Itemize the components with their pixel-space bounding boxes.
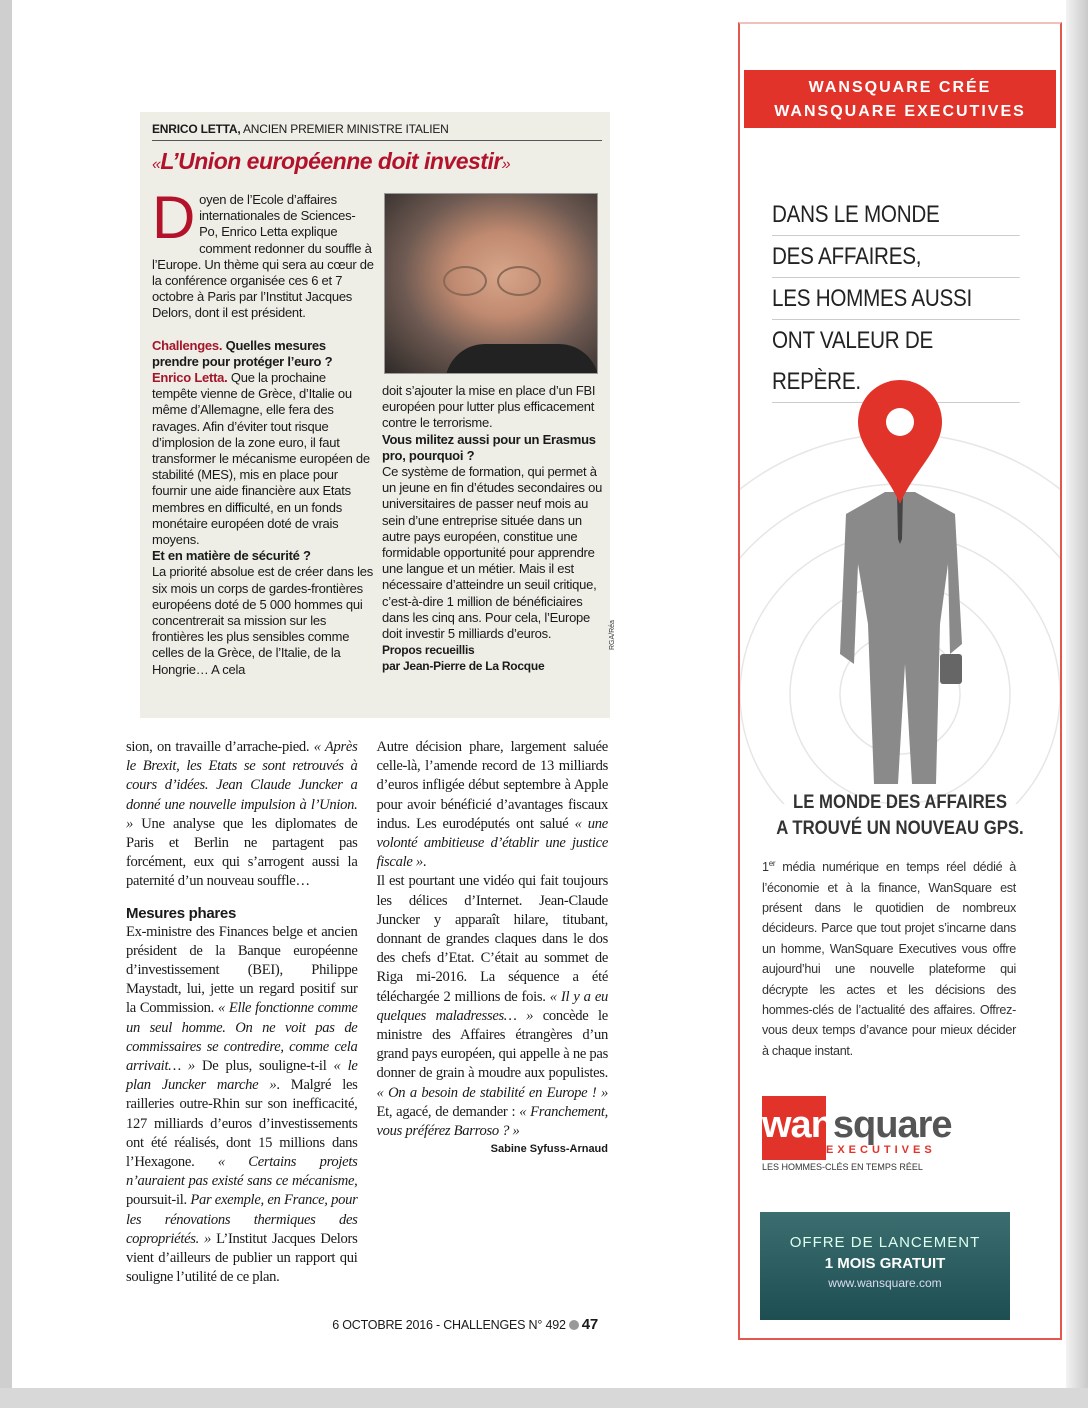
a-text: Que la prochaine tempête vienne de Grèce, d’Italie ou même d’Allemagne, elle fera des ravages. Afin d’éviter tout risque d’implosion de la zone euro, il faut transformer le mécanisme européen de stabilité (MES), mis en place pour fournir une aide financière aux Etats membres en difficulté, en un fonds monétaire européen doté de vrais moyens. — [152, 370, 370, 548]
logo-executives: EXECUTIVES — [826, 1144, 936, 1156]
scan-border-right — [1066, 0, 1088, 1408]
wansquare-advertisement — [738, 22, 1062, 1340]
photo-credit: RGA/Réa — [609, 620, 616, 650]
interview-headline — [152, 148, 510, 175]
scan-border-left — [0, 0, 12, 1408]
quote-segment: « Franchement, vous préférez Barroso ? » — [376, 1103, 609, 1140]
interview-box — [140, 112, 610, 718]
banner-line: WANSQUARE CRÉE — [808, 79, 992, 96]
interview-column-right — [382, 383, 604, 675]
drop-cap: D — [152, 184, 196, 251]
text-segment: Ex-ministre des Finances belge et ancien président de la Banque européenne d’investissement (BEI), Philippe Maystadt, lui, jette un regard positif sur la Commission. — [126, 923, 358, 1017]
ordinal: 1 — [762, 860, 769, 875]
headline-line: LES HOMMES AUSSI — [772, 278, 1020, 320]
text-segment: sion, on travaille d’arrache-pied. — [126, 739, 314, 755]
glasses-lens — [497, 266, 541, 296]
byline-1: Propos recueillis — [382, 643, 475, 658]
intro — [152, 184, 374, 322]
ad-body-text — [762, 854, 1016, 1061]
quote-segment: « Il y a eu quelques maladresses… » — [376, 988, 608, 1024]
headline-line: ONT VALEUR DE REPÈRE. — [772, 320, 1020, 403]
bullet-icon — [569, 1320, 579, 1330]
quote-open: « — [152, 156, 161, 173]
headline-line: DANS LE MONDE — [772, 194, 1020, 236]
quote-segment: « le plan Juncker marche » — [126, 1058, 358, 1094]
briefcase-icon — [940, 654, 962, 684]
ordinal-sup: er — [768, 859, 776, 868]
author-signature: Sabine Syfuss-Arnaud — [490, 1143, 608, 1156]
q-text: Quelles mesures prendre pour protéger l’euro ? — [152, 337, 333, 369]
text-segment: Autre décision phare, largement saluée celle-là, l’amende record de 13 milliards d’euros infligée début septembre à Apple pour avoir bénéficié d’avantages fiscaux indus. Les eurodéputés ont salué — [376, 739, 608, 832]
subheadline-line: LE MONDE DES AFFAIRES — [793, 792, 1007, 813]
logo-tagline: LES HOMMES-CLÉS EN TEMPS RÉEL — [762, 1162, 923, 1172]
quote-segment: Par exemple, en France, pour les rénovations thermiques des copropriétés. » — [126, 1192, 358, 1247]
question-1 — [152, 338, 374, 370]
offer-free-month: 1 MOIS GRATUIT — [824, 1255, 946, 1272]
subheadline-line: A TROUVÉ UN NOUVEAU GPS. — [776, 818, 1024, 839]
question-2: Et en matière de sécurité ? — [152, 548, 311, 564]
quote-close: » — [501, 156, 511, 173]
paragraph — [377, 738, 609, 872]
text-segment: , poursuit-il. — [126, 1173, 358, 1209]
banner-line: WANSQUARE EXECUTIVES — [774, 103, 1026, 120]
quote-segment: « une volonté ambitieuse d’établir une justice fiscale » — [376, 815, 608, 871]
ad-subheadline — [759, 790, 1041, 842]
headline-line: DES AFFAIRES, — [772, 236, 1020, 278]
businessman-silhouette — [840, 492, 962, 784]
text-segment: . — [422, 854, 427, 871]
answer-3: Ce système de formation, qui permet à un jeune en fin d’études secondaires ou universitaires de passer neuf mois au sein d’une entreprise située dans un autre pays européen, constitue une formidable opportunité pour apprendre une langue et un métier. Mais il est nécessaire d’atteindre un seuil critique, c’est-à-dire 1 million de bénéficiaires dans les cinq ans. Pour cela, l’Europe doit investir 5 milliards d’euros. — [382, 464, 603, 642]
page-footer — [320, 1316, 598, 1333]
subheading: Mesures phares — [126, 904, 237, 922]
article-body — [126, 738, 608, 1304]
quote-segment: « Elle fonctionne comme un seul homme. On ne voit pas de commissaires se contredire, comme cela arrivait… » — [126, 1000, 358, 1075]
text-segment: De plus, souligne-t-il — [194, 1058, 334, 1075]
offer-url-link[interactable]: www.wansquare.com — [828, 1276, 942, 1290]
answer-2-cont: doit s’ajouter la mise en place d’un FBI européen pour lutter plus efficacement contre le terrorisme. — [382, 383, 596, 431]
interview-column-left — [152, 184, 374, 678]
scan-border-bottom — [0, 1388, 1088, 1408]
launch-offer-box[interactable] — [760, 1212, 1010, 1320]
body-text: média numérique en temps réel dédié à l’économie et à la finance, WanSquare est présent dans le quotidien de nombreux décideurs. Parce que tout projet s’incarne dans un homme, WanSquare Executives vous offre aujourd’hui une nouvelle plateforme qui décrypte les actes et les décisions des hommes-clés de l’actualité des affaires. Offrez-vous deux temps d’avance pour mieux décider à chaque instant. — [762, 860, 1016, 1058]
paragraph — [126, 923, 358, 1288]
logo-part: square — [832, 1104, 952, 1146]
ad-banner — [744, 70, 1056, 128]
text-segment: Il est pourtant une vidéo qui fait toujours les délices d’Internet. Jean-Claude Juncker y apparaît hilare, titubant, donnant de grandes claques dans le dos des chefs d’Etat. C’était au sommet de Riga mi-2016. La séquence a été téléchargée 2 millions de fois. — [376, 873, 608, 1005]
wansquare-logo — [762, 1096, 962, 1176]
text-segment: concède le ministre des Affaires étrangères d’un grand pays européen, qui appelle à ne pas donner de grain à moudre aux populistes. — [376, 1007, 608, 1082]
answer-1 — [152, 370, 374, 548]
interview-kicker — [152, 122, 602, 141]
page-number: 47 — [581, 1316, 598, 1333]
offer-title: OFFRE DE LANCEMENT — [789, 1234, 981, 1251]
paragraph — [126, 738, 358, 892]
quote-segment: « On a besoin de stabilité en Europe ! » — [376, 1084, 608, 1101]
question-3: Vous militez aussi pour un Erasmus pro, pourquoi ? — [382, 431, 596, 463]
intro-text: oyen de l’Ecole d’affaires internationales de Sciences-Po, Enrico Letta explique comment redonner du souffle à l’Europe. Un thème qui sera au cœur de la conférence organisée ces 6 et 7 octobre à Paris par l’Institut Jacques Delors, dont il est président. — [152, 192, 374, 321]
logo-wordmark — [762, 1104, 952, 1147]
text-segment: Et, agacé, de demander : — [376, 1103, 520, 1120]
text-segment: L’Institut Jacques Delors vient d’ailleurs de publier un rapport qui souligne l’utilité de ce plan. — [126, 1230, 358, 1286]
byline-2: par Jean-Pierre de La Rocque — [382, 659, 545, 674]
paragraph — [377, 872, 609, 1141]
answer-2: La priorité absolue est de créer dans les six mois un corps de gardes-frontières européens doté de 5 000 hommes qui concentrerait sa mission sur les frontières les plus sensibles comme celles de la Grèce, de l’Italie, de la Hongrie… A cela — [152, 564, 373, 677]
kicker-role: ANCIEN PREMIER MINISTRE ITALIEN — [240, 122, 449, 136]
kicker-name: ENRICO LETTA, — [152, 122, 241, 136]
quote-segment: « Après le Brexit, les Etats se sont retrouvés à cours d’idées. Jean Claude Juncker a donné une nouvelle impulsion à l’Union. » — [126, 739, 358, 832]
footer-text: 6 OCTOBRE 2016 - CHALLENGES N° 492 — [332, 1318, 566, 1332]
q-label: Challenges. — [152, 337, 223, 353]
suit — [445, 344, 598, 374]
logo-part: wan — [762, 1104, 833, 1146]
text-segment: Une analyse que les diplomates de Paris et Berlin ne partagent pas forcément, eux qui s’arrogent aussi la paternité d’un nouveau souffle… — [126, 815, 358, 890]
portrait-photo — [384, 193, 598, 374]
a-label: Enrico Letta. — [152, 370, 228, 386]
headline-text: L’Union européenne doit investir — [160, 148, 502, 174]
quote-segment: « Certains projets n’auraient pas existé sans ce mécanisme — [126, 1154, 358, 1190]
gps-man-illustration — [740, 364, 1060, 804]
glasses-lens — [443, 266, 487, 296]
text-segment: . Malgré les railleries outre-Rhin sur son inefficacité, 127 milliards d’euros d’investissements ont été réalisés, dont 15 millions dans l’Hexagone. — [126, 1077, 358, 1171]
